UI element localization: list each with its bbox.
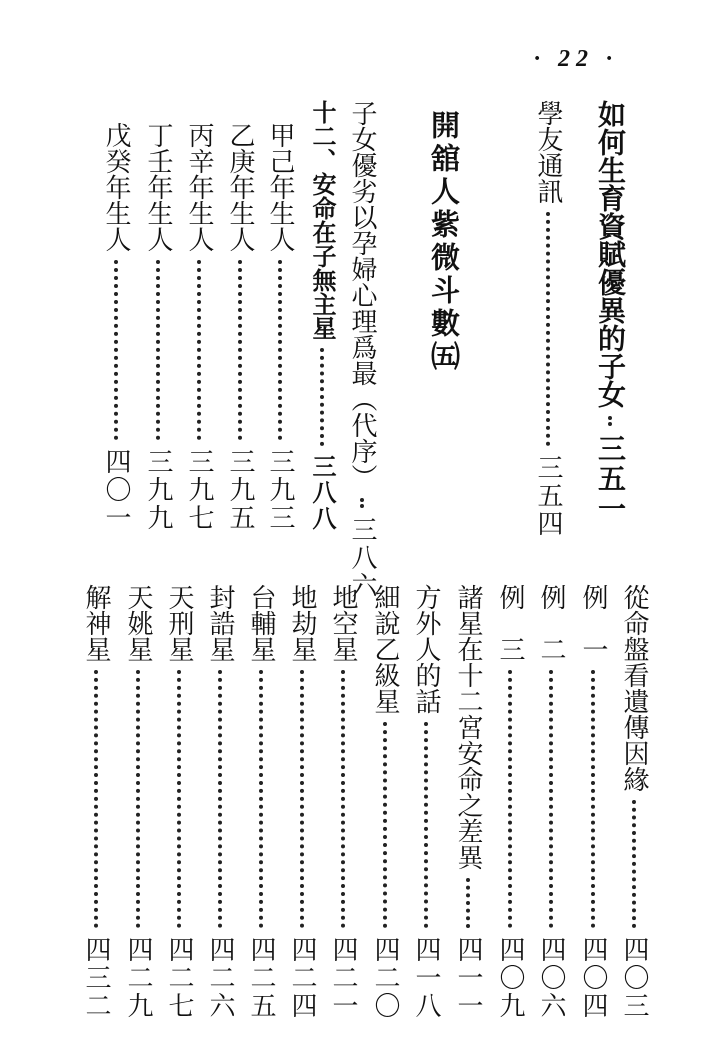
- toc-entry-page: 四二五: [246, 936, 276, 1020]
- dot-leader: [591, 670, 595, 928]
- toc-entry-page: 四〇六: [536, 936, 566, 1020]
- toc-entry-title: 地劫星: [287, 584, 317, 662]
- toc-entry: [369, 584, 401, 1020]
- toc-entry: [80, 584, 112, 1020]
- dot-leader: [320, 348, 324, 446]
- toc-entry-page: 四二四: [287, 936, 317, 1020]
- toc-entry: [594, 100, 627, 524]
- toc-entry-title: 戊癸年生人: [101, 122, 131, 252]
- toc-entry-title: 例 二: [536, 584, 566, 662]
- toc-entry-page: 四〇四: [578, 936, 608, 1020]
- toc-entry-page: 四二〇: [370, 936, 400, 1020]
- toc-entry-page: 三五四: [533, 454, 563, 538]
- toc-entry-title: 細說乙級星: [370, 584, 400, 714]
- toc-entry: [183, 122, 215, 532]
- toc-entry-page: 三八六: [347, 516, 377, 600]
- section-title: [427, 110, 461, 374]
- toc-entry-page: 三九三: [265, 448, 295, 532]
- toc-entry: [100, 122, 132, 532]
- toc-entry-page: 四三二: [81, 936, 111, 1020]
- dot-leader: [546, 212, 550, 446]
- toc-entry-title: 地空星: [328, 584, 358, 662]
- toc-entry: [410, 584, 442, 1020]
- toc-entry-title: 方外人的話: [411, 584, 441, 714]
- toc-entry: [452, 584, 484, 1020]
- toc-entry-page: 三九五: [225, 448, 255, 532]
- dot-leader: [238, 260, 242, 440]
- dot-leader: [114, 260, 118, 440]
- toc-entry-title: 封誥星: [205, 584, 235, 662]
- dot-leader: [197, 260, 201, 440]
- dot-leader: [177, 670, 181, 928]
- toc-entry-title: 甲己年生人: [265, 122, 295, 252]
- toc-entry-page: 四一八: [411, 936, 441, 1020]
- toc-entry: [163, 584, 195, 1020]
- dot-leader: [508, 670, 512, 928]
- toc-entry-page: 四二九: [123, 936, 153, 1020]
- dot-leader: [341, 670, 345, 928]
- toc-entry-page: 四〇一: [101, 448, 131, 532]
- toc-entry: [122, 584, 154, 1020]
- toc-entry: [577, 584, 609, 1020]
- dot-leader: [383, 722, 387, 928]
- toc-entry-title: 十二、安命在子無主星: [308, 100, 337, 340]
- toc-entry: [245, 584, 277, 1020]
- toc-entry-page: 四二六: [205, 936, 235, 1020]
- toc-entry-title: 從命盤看遺傳因緣: [619, 584, 649, 792]
- toc-entry-title: 如何生育資賦優異的子女: [594, 100, 627, 408]
- toc-entry-title: 天姚星: [123, 584, 153, 662]
- toc-entry: [286, 584, 318, 1020]
- dot-leader: [360, 498, 364, 508]
- dot-leader: [632, 800, 636, 928]
- dot-leader: [259, 670, 263, 928]
- toc-entry-page: 三五一: [594, 434, 627, 524]
- toc-entry: [346, 100, 378, 600]
- toc-entry: [224, 122, 256, 532]
- toc-entry-page: 四一一: [453, 936, 483, 1020]
- dot-leader: [300, 670, 304, 928]
- dot-leader: [549, 670, 553, 928]
- toc-entry-title: 天刑星: [164, 584, 194, 662]
- dot-leader: [218, 670, 222, 928]
- toc-entry-title: 丁壬年生人: [143, 122, 173, 252]
- toc-entry-title: 學友通訊: [533, 100, 563, 204]
- toc-entry-title: 丙辛年生人: [184, 122, 214, 252]
- dot-leader: [466, 878, 470, 928]
- toc-entry: [204, 584, 236, 1020]
- dot-leader: [136, 670, 140, 928]
- toc-entry-title: 諸星在十二宮安命之差異: [453, 584, 483, 870]
- toc-entry-page: 三九七: [184, 448, 214, 532]
- toc-entry: [532, 100, 564, 538]
- toc-entry-page: 四二一: [328, 936, 358, 1020]
- dot-leader: [424, 722, 428, 928]
- section-title-text: 開舘人紫微斗數㈤: [427, 110, 461, 374]
- dot-leader: [94, 670, 98, 928]
- toc-entry-page: 四二七: [164, 936, 194, 1020]
- toc-entry: [535, 584, 567, 1020]
- toc-entry-page: 四〇三: [619, 936, 649, 1020]
- toc-entry-page: 三九九: [143, 448, 173, 532]
- toc-entry-title: 解神星: [81, 584, 111, 662]
- toc-entry-page: 四〇九: [495, 936, 525, 1020]
- toc-entry-title: 台輔星: [246, 584, 276, 662]
- dot-leader: [156, 260, 160, 440]
- toc-entry: [142, 122, 174, 532]
- page-number: · 22 ·: [534, 46, 618, 72]
- toc-entry-title: 例 一: [578, 584, 608, 662]
- toc-entry: [618, 584, 650, 1020]
- toc-entry-title: 例 三: [495, 584, 525, 662]
- toc-entry: [327, 584, 359, 1020]
- dot-leader: [608, 416, 612, 426]
- toc-entry: [494, 584, 526, 1020]
- toc-entry: [264, 122, 296, 532]
- toc-entry: [306, 100, 338, 532]
- toc-entry-title: 乙庚年生人: [225, 122, 255, 252]
- toc-entry-page: 三八八: [308, 454, 337, 532]
- toc-entry-title: 子女優劣以孕婦心理爲最（代序）: [347, 100, 377, 490]
- dot-leader: [278, 260, 282, 440]
